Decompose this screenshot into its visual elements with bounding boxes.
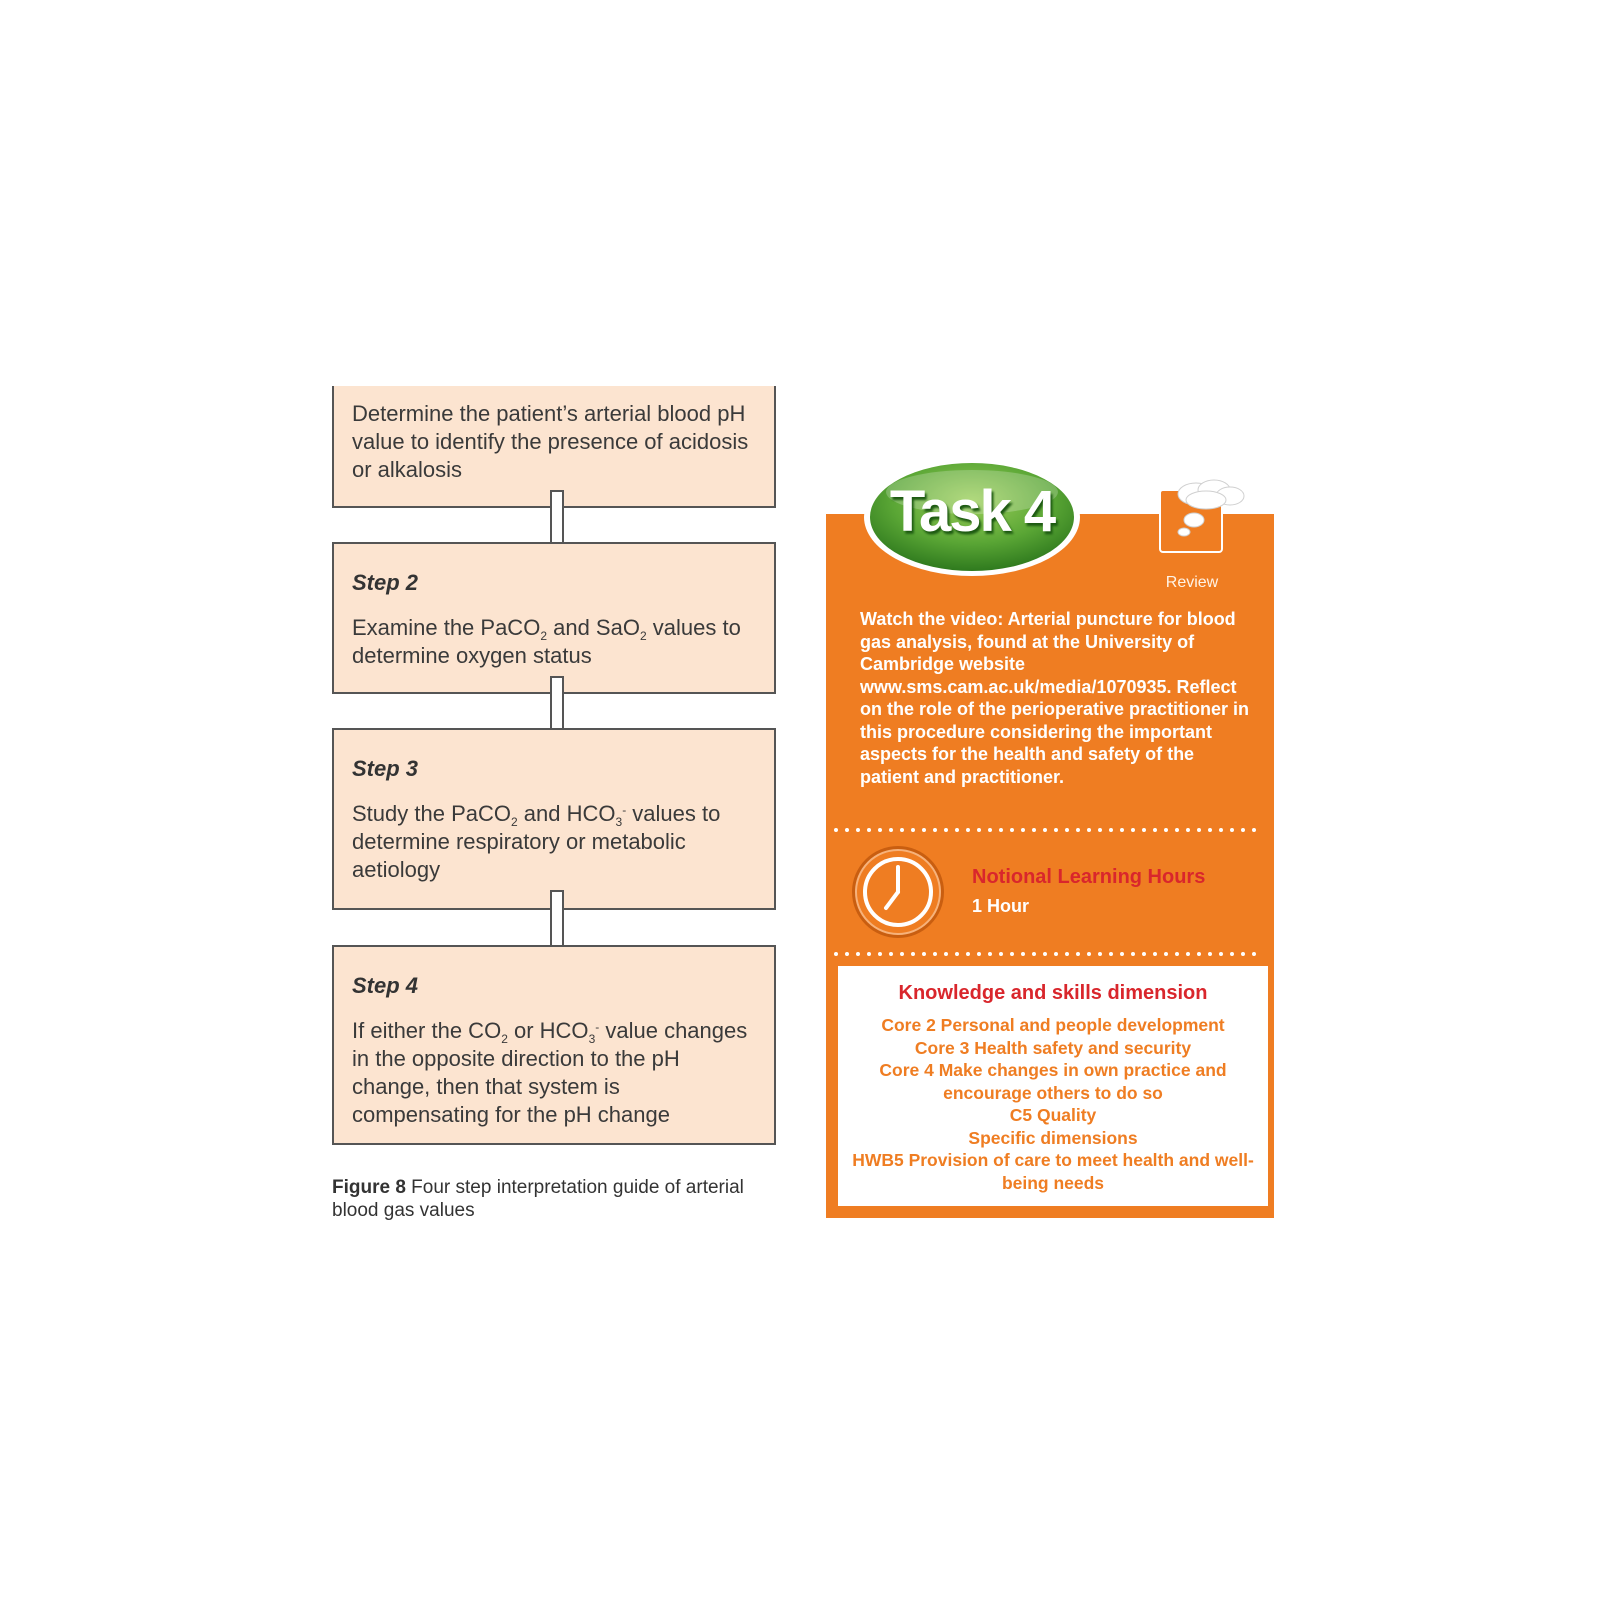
list-item: HWB5 Provision of care to meet health and well-being needs — [852, 1150, 1254, 1193]
list-item: Core 3 Health safety and security — [914, 1037, 1192, 1058]
knowledge-skills-list — [838, 1014, 1268, 1194]
step-4-box — [332, 945, 776, 1145]
step-3-title: Step 3 — [352, 756, 419, 781]
knowledge-skills-title: Knowledge and skills dimension — [898, 982, 1208, 1004]
review-label: Review — [1165, 574, 1219, 591]
notional-hours-title: Notional Learning Hours — [972, 866, 1206, 888]
list-item: Core 2 Personal and people development — [881, 1015, 1225, 1035]
step-4-title: Step 4 — [352, 973, 419, 998]
list-item: Specific dimensions — [968, 1127, 1138, 1148]
list-item: C5 Quality — [1009, 1105, 1097, 1125]
step-3-box — [332, 728, 776, 910]
step-2-box — [332, 542, 776, 694]
step-2-text: Examine the PaCO$_2$ and SaO$_2$ values to determine oxygen status — [352, 615, 741, 668]
step-3-text: Study the PaCO$_2$ and $HCO_3^-$ values to determine respiratory or metabolic aetiology — [352, 801, 721, 882]
figure-caption — [332, 1176, 792, 1222]
step-2-title: Step 2 — [352, 570, 419, 595]
dotted-divider — [832, 826, 1268, 834]
clock-icon — [850, 844, 946, 940]
dotted-divider — [832, 950, 1268, 958]
figure-label: Figure 8 — [332, 1177, 406, 1198]
task-badge-label: Task 4 — [889, 479, 1055, 544]
thought-cloud-icon — [1150, 476, 1250, 556]
list-item: Core 4 Make changes in own practice and encourage others to do so — [879, 1060, 1227, 1103]
task-description: Watch the video: Arterial puncture for blood gas analysis, found at the University of Cambridge website www.sms.cam.ac.uk/media/1070935. Reflect on the role of the perioperative practitioner in this procedure considering the important aspects for the health and safety of the patient and practitioner. — [860, 609, 1250, 787]
notional-hours-value: 1 Hour — [972, 896, 1030, 916]
step-4-text: If either the $CO_2$ or $HCO_3^-$ value changes in the opposite direction to the pH change, then that system is compensating for the pH change — [352, 1018, 748, 1127]
figure-caption-text: Four step interpretation guide of arterial blood gas values — [332, 1177, 744, 1221]
step-1-text: Determine the patient’s arterial blood pH value to identify the presence of acidosis or alkalosis — [352, 401, 749, 482]
